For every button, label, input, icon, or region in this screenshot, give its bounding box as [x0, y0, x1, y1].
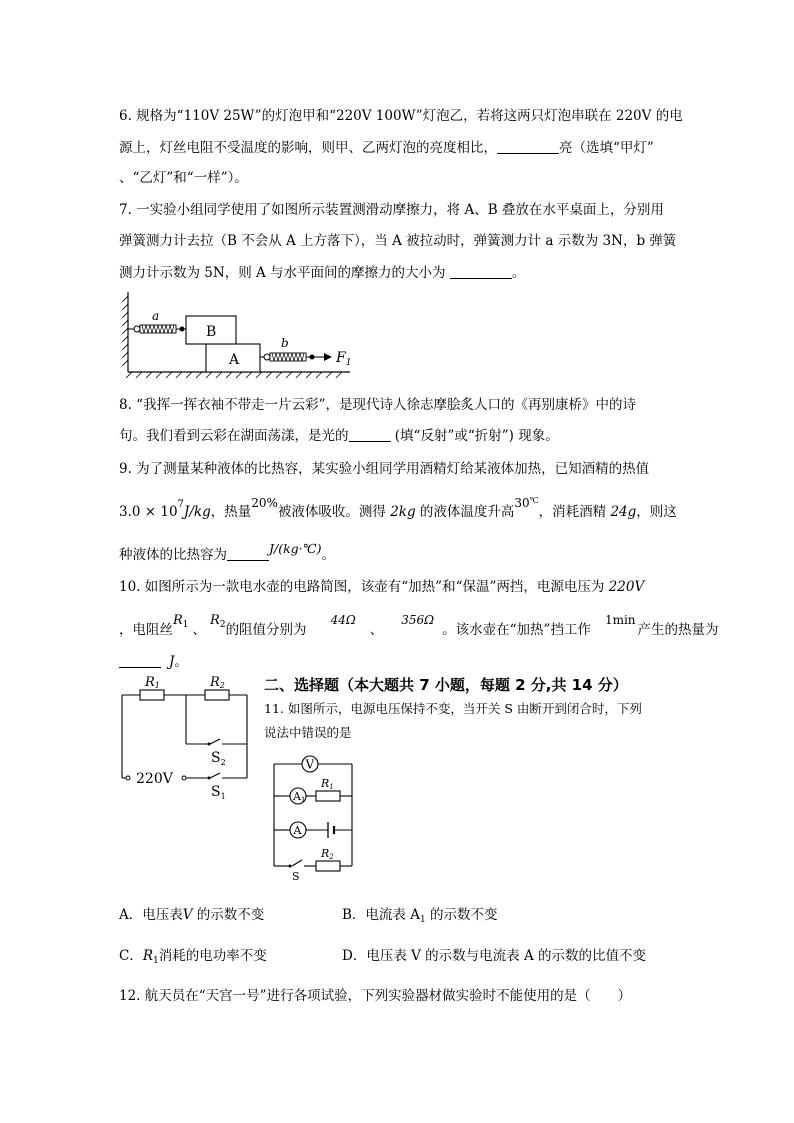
q7-answer-blank[interactable] [450, 264, 512, 279]
option-a-text: A．电压表 [119, 907, 183, 923]
q9-line3-text-a: 种液体的比热容为 [119, 547, 227, 563]
q10-fig-s2: $S_2$ [211, 750, 226, 767]
ammeter-a-label: A [293, 824, 302, 837]
q9-mass: 2kg [390, 504, 416, 520]
option-a-text-b: 的示数不变 [192, 907, 265, 923]
q7-line1: 7. 一实验小组同学使用了如图所示装置测滑动摩擦力，将 A、B 叠放在水平桌面上，分别用 [119, 202, 664, 218]
q12-line1: 12. 航天员在“天宫一号”进行各项试验，下列实验器材做实验时不能使用的是（ ） [119, 988, 632, 1004]
q9-text-a: ，热量 [210, 504, 252, 520]
q9-percent: 20% [251, 496, 278, 510]
q7-friction-figure [118, 288, 358, 380]
q11-option-c[interactable] [119, 944, 267, 964]
q7-line3-text-b: 。 [511, 265, 526, 281]
block-a-label: A [229, 352, 240, 368]
q10-val2: 356Ω [401, 613, 435, 627]
q10-line2 [119, 613, 719, 638]
q10-unit: J [169, 654, 175, 670]
q8-line1: 8. “我挥一挥衣袖不带走一片云彩”，是现代诗人徐志摩脍炙人口的《再别康桥》中的诗 [119, 397, 636, 413]
spring-scale-a [128, 325, 186, 333]
q10-r2: $R_2$ [210, 613, 226, 630]
q9-temp: 30℃ [514, 496, 539, 510]
q10-fig-s1: $S_1$ [211, 784, 226, 800]
s2-pivot [208, 743, 211, 746]
q9-text-d: ，消耗酒精 [538, 504, 611, 520]
wall-hatch [122, 296, 128, 366]
q11-option-b[interactable] [342, 903, 498, 923]
q9-line3 [119, 543, 335, 563]
q10-fig-r2: R2 [210, 675, 225, 690]
q7-line3 [119, 261, 525, 281]
q11-option-a[interactable] [119, 903, 264, 923]
q8-line2-text-b: (填“反射”或“折射”) 现象。 [390, 428, 559, 444]
q10-fig-voltage: 220V [136, 771, 173, 787]
voltmeter-label: V [305, 757, 315, 772]
q9-text-c: 的液体温度升高 [415, 504, 515, 520]
spring-scale-b [260, 353, 332, 361]
q11-fig-s: S [292, 870, 300, 882]
q10-line1-text: 10. 如图所示为一款电水壶的电路简图，该壶有“加热”和“保温”两挡，电源电压为 [119, 579, 609, 595]
q10-text-c: 。该水壶在“加热”挡工作 [442, 622, 591, 638]
option-a-v: V [182, 907, 193, 923]
spring-a-label: a [152, 309, 160, 323]
q7-line3-text-a: 测力计示数为 5N，则 A 与水平面间的摩擦力的大小为 [119, 265, 450, 281]
terminal-right [182, 776, 186, 780]
q9-line2 [119, 496, 677, 520]
q9-alcohol: 24g [610, 504, 637, 520]
q6-line2-text-b: 亮（选填“甲灯” [559, 140, 654, 156]
q6-line2-text-a: 源上，灯丝电阻不受温度的影响，则甲、乙两灯泡的亮度相比， [119, 140, 497, 156]
q7-line2: 弹簧测力计去拉（B 不会从 A 上方落下），当 A 被拉动时，弹簧测力计 a 示数为 3N，b 弹簧 [119, 233, 677, 249]
q10-line3 [119, 650, 188, 670]
ammeter-a1-label: A1 [293, 790, 306, 804]
floor-hatch [126, 372, 342, 378]
option-b-text-b: 的示数不变 [425, 907, 498, 923]
spring-b-label: b [281, 336, 289, 350]
terminal-left [126, 776, 130, 780]
q9-line3-text-b: 。 [321, 547, 336, 563]
q9-text-b: 被液体吸收。测得 [277, 504, 391, 520]
q11-fig-r1: R1 [321, 777, 334, 791]
q6-line2 [119, 136, 654, 156]
q6-answer-blank[interactable] [497, 139, 559, 154]
q10-text-a: ，电阻丝 [119, 622, 173, 638]
q11-line1: 11. 如图所示，电源电压保持不变，当开关 S 由断开到闭合时，下列 [264, 701, 642, 716]
q11-fig-r2: R2 [321, 847, 334, 861]
q10-val1: 44Ω [330, 613, 356, 627]
q10-text-d: 产生的热量为 [637, 622, 719, 638]
option-c-r: R [142, 948, 154, 964]
option-c-text-b: 消耗的电功率不变 [158, 948, 267, 964]
s1-pivot [208, 777, 211, 780]
q10-answer-blank[interactable] [119, 653, 161, 668]
q10-sep: 、 [192, 622, 207, 638]
q11-option-d[interactable]: D．电压表 V 的示数与电流表 A 的示数的比值不变 [342, 948, 646, 964]
q8-line2-text-a: 句。我们看到云彩在湖面荡漾，是光的 [119, 428, 349, 444]
q10-text-b: 的阻值分别为 [225, 622, 307, 638]
q9-line1: 9. 为了测量某种液体的比热容，某实验小组同学用酒精灯给某液体加热，已知酒精的热值 [119, 461, 650, 477]
option-b-sub: 1 [419, 915, 426, 925]
q10-line1 [119, 575, 644, 595]
q8-answer-blank[interactable] [349, 427, 391, 442]
q10-sep2: 、 [369, 622, 384, 638]
q9-text-e: ，则这 [636, 504, 677, 520]
q10-line3-text-b: 。 [174, 654, 188, 670]
block-b-label: B [206, 324, 217, 340]
q9-answer-blank[interactable] [227, 546, 269, 561]
q10-voltage: 220V [608, 579, 645, 595]
q6-line3: 、“乙灯”和“一样”）。 [119, 170, 248, 186]
q8-line2 [119, 424, 559, 444]
q9-unit: J/(kg·℃) [269, 541, 322, 556]
q11-wires [274, 764, 352, 871]
section-2-title: 二、选择题（本大题共 7 小题，每题 2 分,共 14 分） [264, 676, 628, 694]
q10-time: 1min [604, 613, 636, 627]
force-label: $F_1$ [336, 350, 352, 368]
option-c-sub: 1 [153, 956, 159, 966]
option-c-text: C． [119, 948, 143, 964]
switch-pivot [289, 865, 292, 868]
q11-circuit-figure [268, 752, 358, 882]
q10-wires [122, 690, 247, 778]
q6-line1: 6. 规格为“110V 25W”的灯泡甲和“220V 100W”灯泡乙，若将这两只灯泡串联在 220V 的电 [119, 108, 683, 124]
option-b-text: B．电流表 A [342, 907, 420, 923]
q10-fig-r1: R1 [145, 675, 160, 690]
q11-line2: 说法中错误的是 [264, 725, 352, 740]
q10-kettle-circuit [112, 670, 258, 800]
q10-r1: $R_1$ [173, 613, 189, 630]
q9-heat-value: $3.0 \times 10^7J/kg$ [119, 499, 211, 520]
